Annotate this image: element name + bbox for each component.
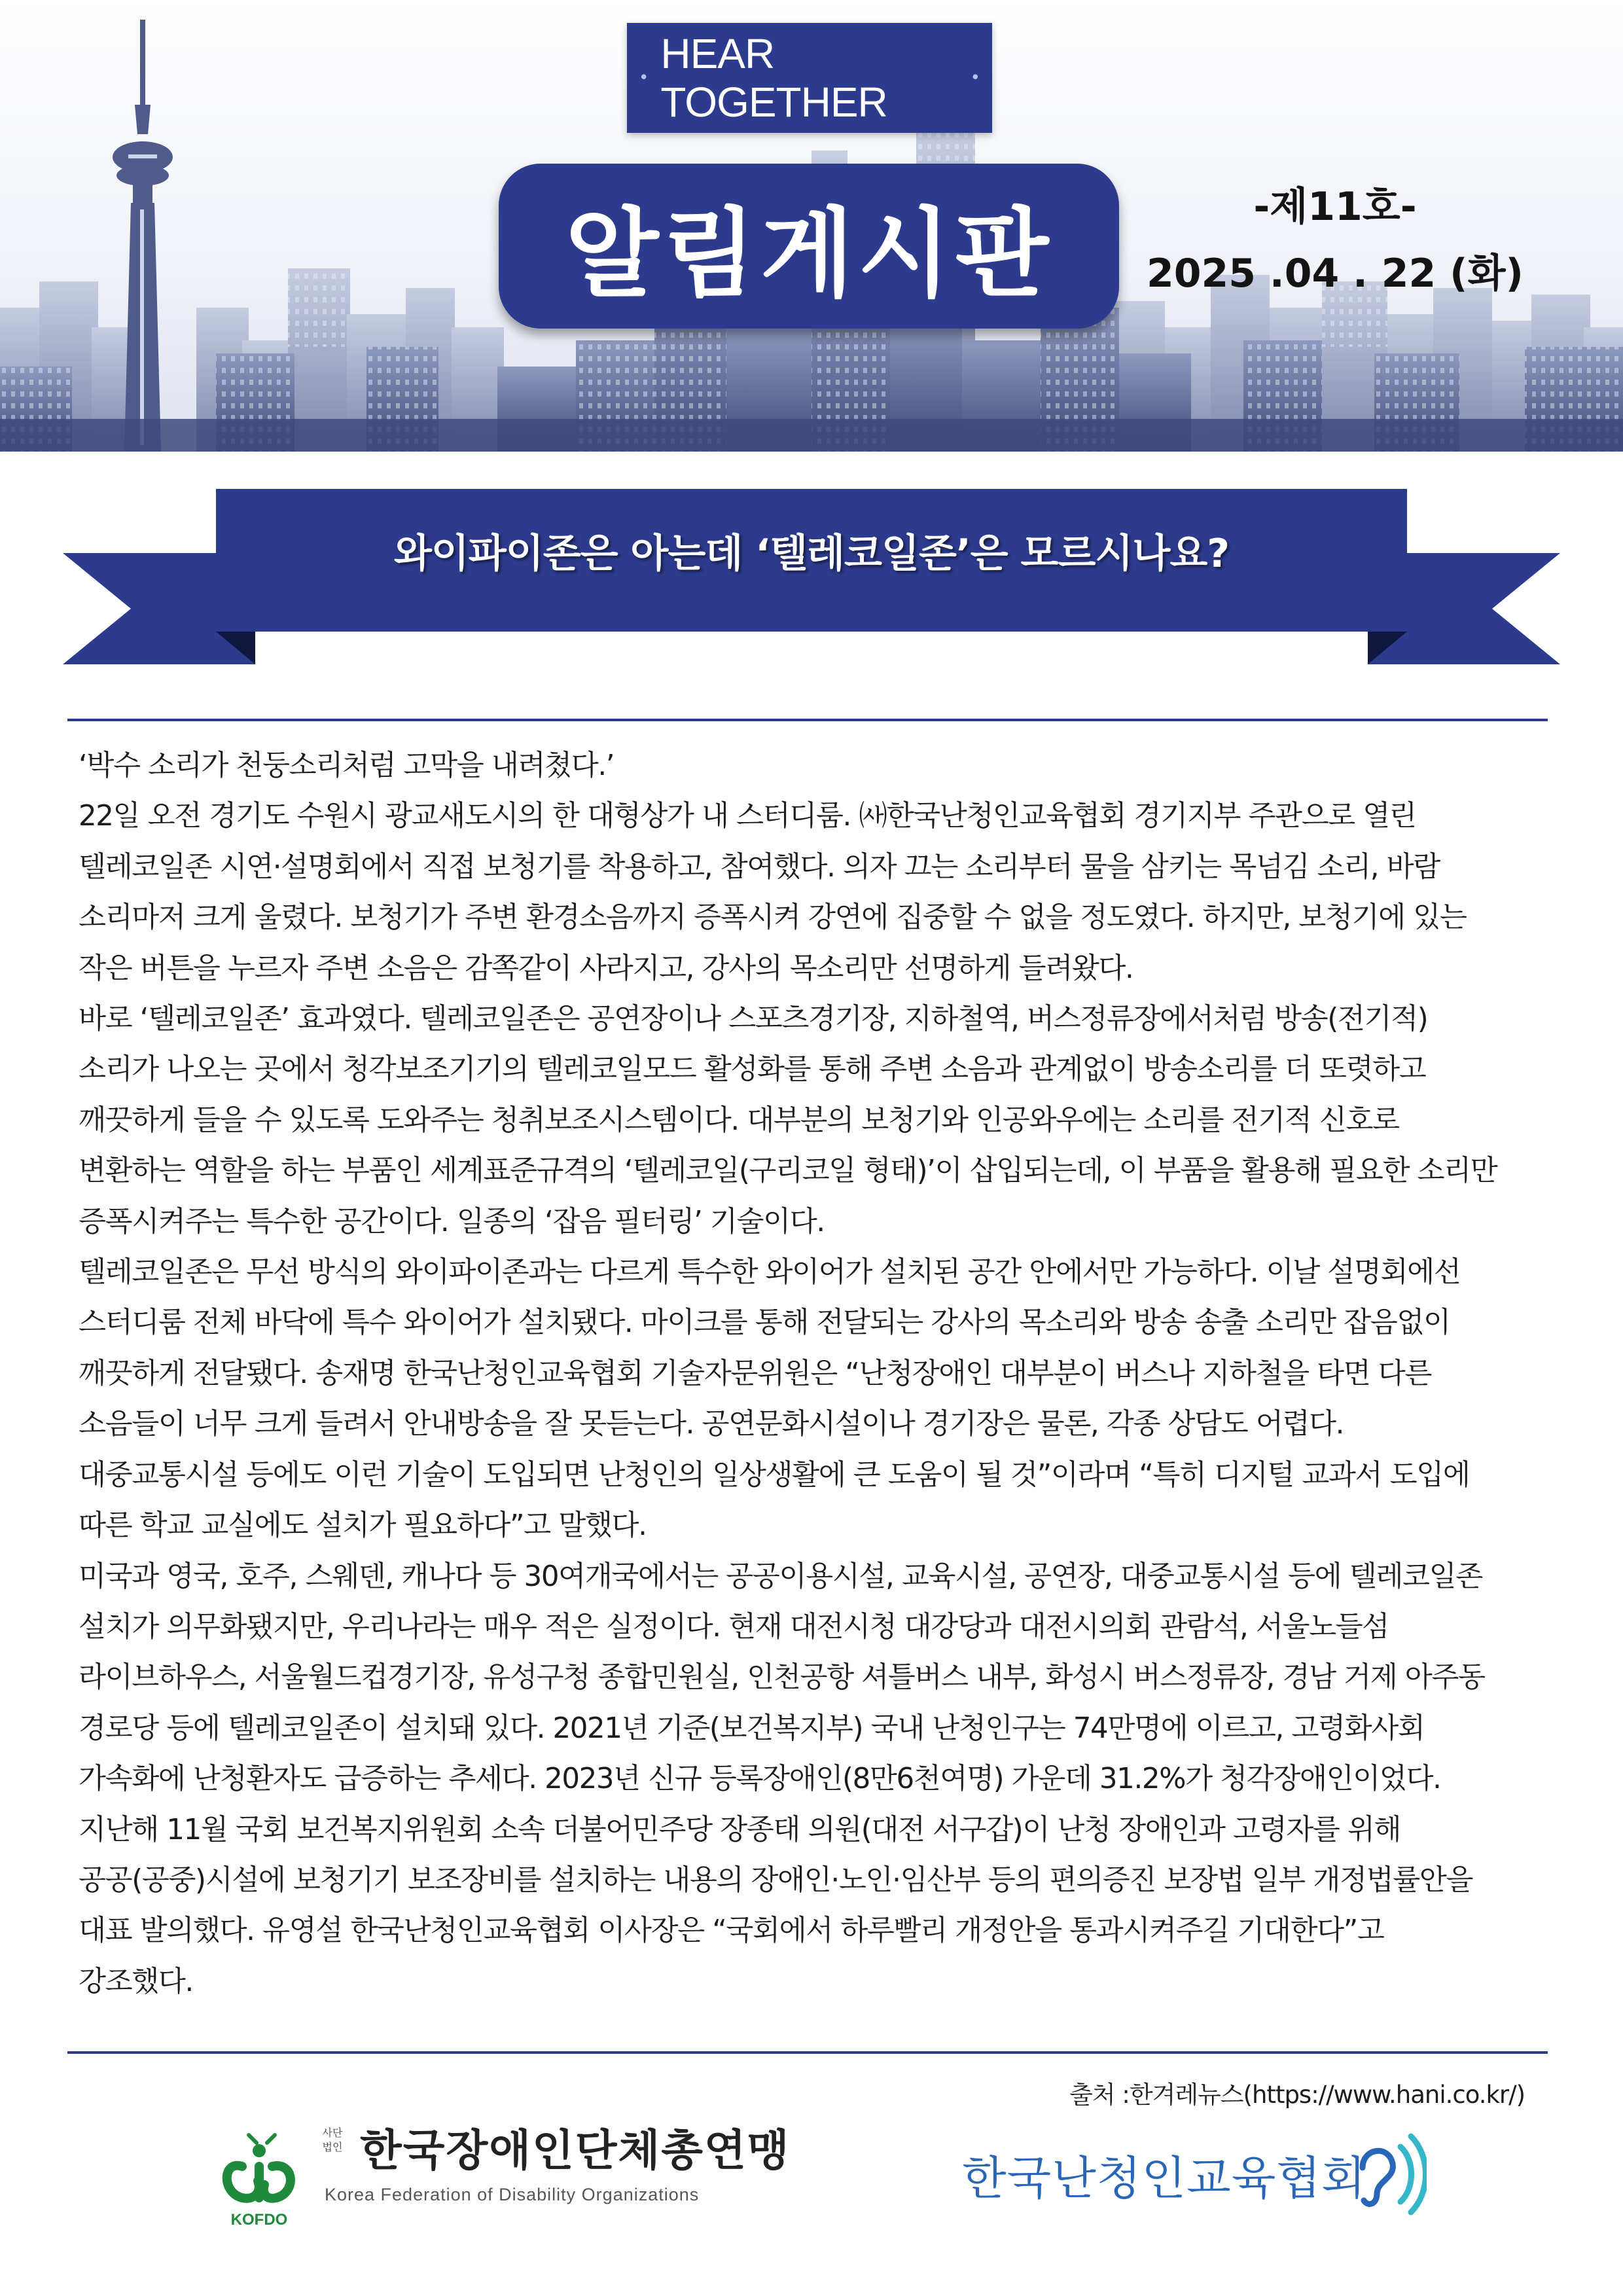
article-line: 가속화에 난청환자도 급증하는 추세다. 2023년 신규 등록장애인(8만6천여명) 가운데 31.2%가 청각장애인이었다. bbox=[79, 1763, 1441, 1796]
top-divider bbox=[67, 719, 1548, 721]
brand-text: HEAR TOGETHER bbox=[660, 30, 887, 126]
article-line: 지난해 11월 국회 보건복지위원회 소속 더불어민주당 장종태 의원(대전 서구갑)이 난청 장애인과 고령자를 위해 bbox=[79, 1813, 1401, 1846]
article-body bbox=[79, 741, 1544, 2007]
kofdo-logo-icon bbox=[216, 2121, 301, 2212]
headline-ribbon bbox=[0, 481, 1623, 684]
headline: 와이파이존은 아는데 ‘텔레코일존’은 모르시나요? bbox=[393, 531, 1230, 577]
kadhe-name: 한국난청인교육협회 bbox=[962, 2151, 1366, 2205]
article-line: 대표 발의했다. 유영설 한국난청인교육협회 이사장은 “국회에서 하루빨리 개정안을 통과시켜주길 기대한다”고 bbox=[79, 1914, 1384, 1948]
bottom-divider bbox=[67, 2051, 1548, 2054]
article-line: 라이브하우스, 서울월드컵경기장, 유성구청 종합민원실, 인천공항 셔틀버스 내부, 화성시 버스정류장, 경남 거제 아주동 bbox=[79, 1661, 1485, 1695]
article-line: 깨끗하게 전달됐다. 송재명 한국난청인교육협회 기술자문위원은 “난청장애인 대부분이 버스나 지하철을 타면 다른 bbox=[79, 1357, 1432, 1390]
article-line: 미국과 영국, 호주, 스웨덴, 캐나다 등 30여개국에서는 공공이용시설, 교육시설, 공연장, 대중교통시설 등에 텔레코일존 bbox=[79, 1560, 1482, 1593]
article-line: 깨끗하게 들을 수 있도록 도와주는 청취보조시스템이다. 대부분의 보청기와 인공와우에는 소리를 전기적 신호로 bbox=[79, 1103, 1399, 1137]
article-line: 변환하는 역할을 하는 부품인 세계표준규격의 ‘텔레코일(구리코일 형태)’이 삽입되는데, 이 부품을 활용해 필요한 소리만 bbox=[79, 1155, 1497, 1188]
kofdo-legal-type: 사단 법인 bbox=[322, 2126, 343, 2153]
source-credit: 출처 :한겨레뉴스(https://www.hani.co.kr/) bbox=[1069, 2081, 1525, 2109]
brand-box bbox=[627, 23, 992, 133]
article-line: 강조했다. bbox=[79, 1965, 193, 1998]
article-line: 바로 ‘텔레코일존’ 효과였다. 텔레코일존은 공연장이나 스포츠경기장, 지하철역, 버스정류장에서처럼 방송(전기적) bbox=[79, 1003, 1428, 1036]
article-line: 소리마저 크게 울렸다. 보청기가 주변 환경소음까지 증폭시켜 강연에 집중할 수 없을 정도였다. 하지만, 보청기에 있는 bbox=[79, 901, 1467, 935]
brand-dot-right: • bbox=[970, 68, 980, 88]
article-line: 경로당 등에 텔레코일존이 설치돼 있다. 2021년 기준(보건복지부) 국내 난청인구는 74만명에 이르고, 고령화사회 bbox=[79, 1712, 1425, 1745]
issue-date: 2025 .04 . 22 (화) bbox=[1147, 251, 1524, 296]
title-pill bbox=[499, 164, 1119, 329]
article-line: 공공(공중)시설에 보청기기 보조장비를 설치하는 내용의 장애인·노인·임산부 등의 편의증진 보장법 일부 개정법률안을 bbox=[79, 1863, 1473, 1897]
kofdo-name-english: Korea Federation of Disability Organizations bbox=[325, 2185, 700, 2204]
article-line: 22일 오전 경기도 수원시 광교새도시의 한 대형상가 내 스터디룸. ㈔한국난청인교육협회 경기지부 주관으로 열린 bbox=[79, 800, 1416, 833]
article-line: 소리가 나오는 곳에서 청각보조기기의 텔레코일모드 활성화를 통해 주변 소음과 관계없이 방송소리를 더 또렷하고 bbox=[79, 1053, 1426, 1086]
issue-number: -제11호- bbox=[1253, 184, 1417, 230]
article-line: 따른 학교 교실에도 설치가 필요하다”고 말했다. bbox=[79, 1509, 647, 1543]
article-line: 소음들이 너무 크게 들려서 안내방송을 잘 못듣는다. 공연문화시설이나 경기장은 물론, 각종 상담도 어렵다. bbox=[79, 1408, 1344, 1441]
article-line: 설치가 의무화됐지만, 우리나라는 매우 적은 실정이다. 현재 대전시청 대강당과 대전시의회 관람석, 서울노들섬 bbox=[79, 1610, 1389, 1643]
article-line: 대중교통시설 등에도 이런 기술이 도입되면 난청인의 일상생활에 큰 도움이 될 것”이라며 “특히 디지털 교과서 도입에 bbox=[79, 1458, 1470, 1492]
brand-dot-left: • bbox=[639, 68, 649, 88]
page-title: 알림게시판 bbox=[565, 198, 1053, 310]
ear-soundwave-icon bbox=[1348, 2128, 1427, 2220]
article-line: 작은 버튼을 누르자 주변 소음은 감쪽같이 사라지고, 강사의 목소리만 선명하게 들려왔다. bbox=[79, 952, 1133, 985]
article-line: ‘박수 소리가 천둥소리처럼 고막을 내려쳤다.’ bbox=[79, 749, 615, 782]
header-banner bbox=[0, 0, 1623, 452]
article-line: 증폭시켜주는 특수한 공간이다. 일종의 ‘잡음 필터링’ 기술이다. bbox=[79, 1205, 825, 1238]
article-line: 텔레코일존 시연·설명회에서 직접 보청기를 착용하고, 참여했다. 의자 끄는 소리부터 물을 삼키는 목넘김 소리, 바람 bbox=[79, 850, 1440, 884]
kofdo-abbreviation: KOFDO bbox=[230, 2211, 288, 2229]
kofdo-name-korean: 한국장애인단체총연맹 bbox=[360, 2125, 791, 2176]
article-line: 텔레코일존은 무선 방식의 와이파이존과는 다르게 특수한 와이어가 설치된 공간 안에서만 가능하다. 이날 설명회에선 bbox=[79, 1256, 1461, 1289]
article-line: 스터디룸 전체 바닥에 특수 와이어가 설치됐다. 마이크를 통해 전달되는 강사의 목소리와 방송 송출 소리만 잡음없이 bbox=[79, 1306, 1450, 1340]
